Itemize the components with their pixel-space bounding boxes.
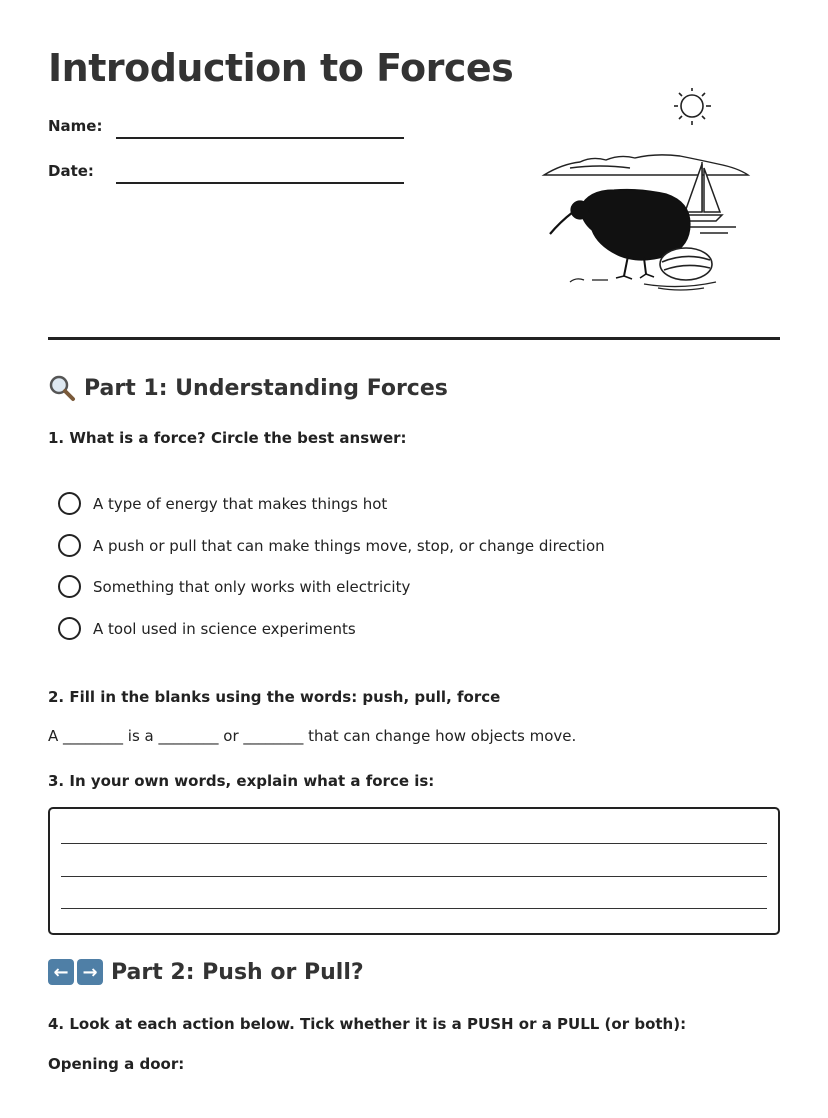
date-field[interactable]: [116, 182, 404, 184]
sun-icon: [674, 88, 711, 125]
right-arrow-icon: →: [77, 959, 103, 985]
ground-marks: [570, 279, 716, 290]
worksheet-title: Introduction to Forces: [48, 46, 514, 90]
circle-marker[interactable]: [58, 617, 81, 640]
question-3: 3. In your own words, explain what a force is:: [48, 772, 435, 790]
q1-option-1[interactable]: [58, 492, 387, 515]
answer-line: [61, 908, 767, 909]
hills-outline: [544, 155, 748, 175]
date-label: Date:: [48, 162, 94, 180]
option-label: A push or pull that can make things move, stop, or change direction: [93, 536, 605, 555]
magnifying-glass-icon: [48, 374, 76, 402]
ball-icon: [660, 248, 712, 280]
circle-marker[interactable]: [58, 534, 81, 557]
question-2: 2. Fill in the blanks using the words: push, pull, force: [48, 688, 501, 706]
answer-box[interactable]: [48, 807, 780, 935]
left-arrow-icon: ←: [48, 959, 74, 985]
answer-line: [61, 843, 767, 844]
circle-marker[interactable]: [58, 492, 81, 515]
fill-in-sentence[interactable]: A ________ is a ________ or ________ that can change how objects move.: [48, 727, 577, 745]
q1-option-2[interactable]: [58, 534, 605, 557]
action-item-1: Opening a door:: [48, 1055, 185, 1073]
question-4: 4. Look at each action below. Tick whether it is a PUSH or a PULL (or both):: [48, 1015, 687, 1033]
part1-heading-text: Part 1: Understanding Forces: [84, 375, 448, 401]
option-label: A type of energy that makes things hot: [93, 494, 388, 513]
part2-heading: [48, 959, 364, 985]
header-divider: [48, 337, 780, 340]
option-label: A tool used in science experiments: [93, 619, 356, 638]
answer-line: [61, 876, 767, 877]
kiwi-illustration: [540, 84, 752, 294]
q1-option-4[interactable]: [58, 617, 356, 640]
part1-heading: [48, 374, 448, 402]
name-label: Name:: [48, 117, 103, 135]
q1-option-3[interactable]: [58, 575, 410, 598]
circle-marker[interactable]: [58, 575, 81, 598]
question-1: 1. What is a force? Circle the best answer:: [48, 429, 407, 447]
name-field[interactable]: [116, 137, 404, 139]
part2-heading-text: Part 2: Push or Pull?: [111, 959, 364, 985]
option-label: Something that only works with electricity: [93, 577, 411, 596]
